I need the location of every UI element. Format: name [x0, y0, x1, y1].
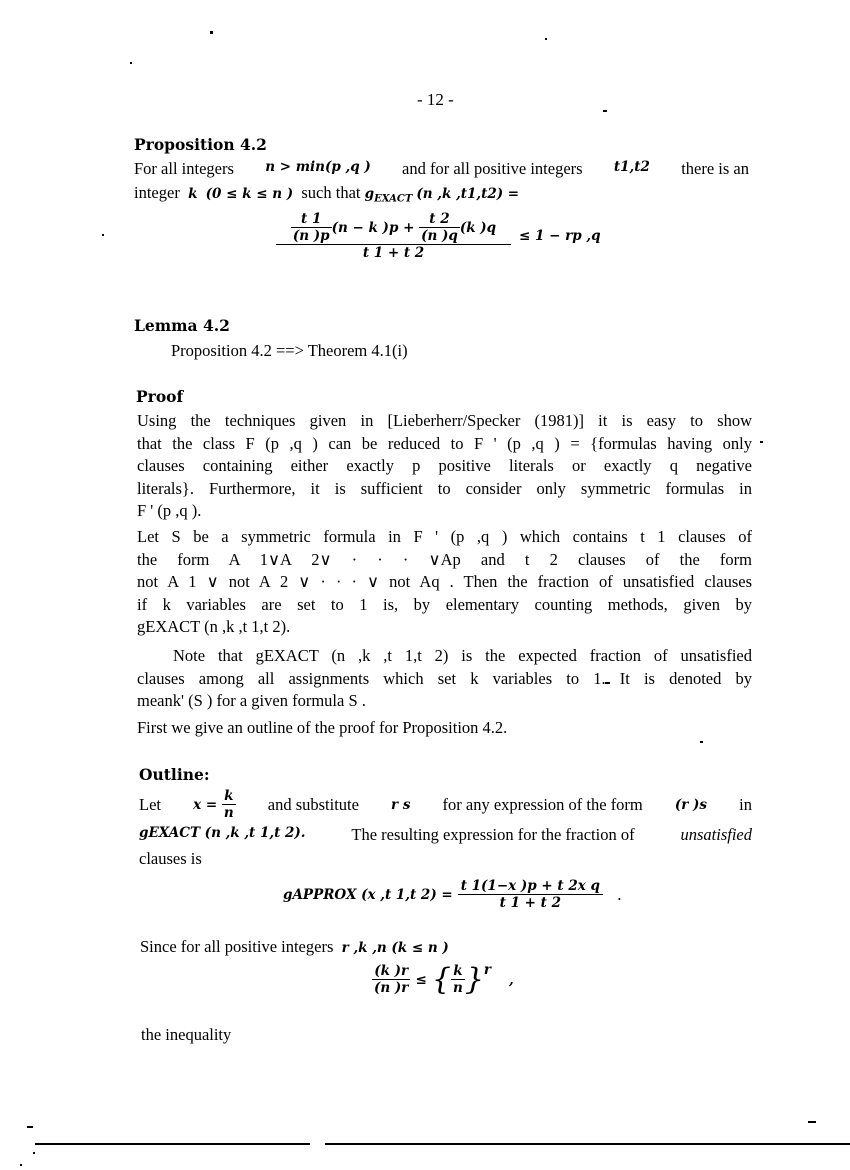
proposition-line-1	[134, 159, 749, 179]
final-line: the inequality	[141, 1025, 232, 1044]
text-line: not A 1 ∨ not A 2 ∨ · · · ∨ not Aq . Then the fraction of unsatisfied clauses	[137, 572, 752, 591]
left-brace: {	[431, 962, 451, 997]
k-over-n	[451, 963, 465, 996]
scan-speck	[603, 110, 607, 112]
term-k-q: (k )q	[459, 219, 497, 236]
text-line: that the class F (p ,q ) can be reduced to F ' (p ,q ) = {formulas having only	[137, 433, 752, 453]
approx-numerator: t 1(1−x )p + t 2x q	[460, 878, 600, 894]
text-line: clauses containing either exactly p positive literals or exactly q negative	[137, 456, 752, 475]
text-line: gEXACT (n ,k ,t 1,t 2).	[137, 617, 291, 636]
math-range: (0 ≤ k ≤ n )	[205, 186, 294, 202]
text: Let	[139, 794, 161, 814]
g: g	[364, 186, 375, 202]
outline-heading: Outline:	[139, 765, 210, 784]
approx-fraction	[458, 878, 603, 911]
math-g	[364, 186, 413, 205]
scan-speck	[130, 62, 132, 64]
fraction-t1	[291, 211, 332, 244]
approx-denominator: t 1 + t 2	[499, 895, 562, 911]
math-condition: n > min(p ,q )	[265, 159, 371, 175]
scan-speck	[102, 234, 104, 236]
scan-speck	[33, 1152, 35, 1154]
period: .	[616, 885, 622, 904]
scan-speck	[20, 1164, 22, 1166]
text: and for all positive integers	[402, 159, 583, 178]
math-form: (r )s	[674, 796, 708, 813]
denominator: t 1 + t 2	[362, 245, 425, 261]
n: n	[223, 805, 234, 821]
term-n-minus-k: (n − k )p	[331, 219, 399, 236]
math-args: (n ,k ,t1,t2) =	[416, 186, 520, 202]
approx-lhs: gAPPROX (x ,t 1,t 2) =	[283, 886, 453, 903]
proof-paragraph-4: First we give an outline of the proof for Proposition 4.2.	[137, 718, 508, 737]
outline-line-2	[139, 825, 752, 845]
text: integer	[134, 183, 180, 202]
scan-speck	[545, 38, 547, 40]
math-x-def	[193, 788, 236, 821]
approx-formula	[283, 878, 622, 911]
text-line: F ' (p ,q ).	[137, 501, 202, 520]
since-line	[140, 937, 449, 957]
text-line: Using the techniques given in [Lieberherr/Specker (1981)] it is easy to show	[137, 411, 752, 430]
text: and substitute	[267, 794, 359, 814]
ratio-inequality	[372, 962, 514, 997]
footer-rule	[35, 1143, 310, 1145]
comma: ,	[509, 971, 514, 988]
scan-speck	[760, 441, 763, 443]
k: k	[453, 963, 463, 979]
fraction-k-over-n	[222, 788, 236, 821]
math-vars: t1,t2	[613, 159, 650, 175]
scan-speck	[808, 1121, 816, 1123]
proposition-heading: Proposition 4.2	[134, 135, 267, 154]
lemma-heading: Lemma 4.2	[134, 316, 230, 335]
lemma-statement: Proposition 4.2 ==> Theorem 4.1(i)	[171, 341, 408, 360]
text-line: Note that gEXACT (n ,k ,t 1,t 2) is the expected fraction of unsatisfied	[173, 646, 752, 665]
proof-paragraph-3	[137, 645, 752, 713]
text: The resulting expression for the fraction of	[351, 825, 635, 844]
proof-paragraph-1	[137, 410, 752, 523]
fraction-t2	[419, 211, 460, 244]
text-line: Let S be a symmetric formula in F ' (p ,q ) which contains t 1 clauses of	[137, 527, 752, 546]
big-fraction	[276, 211, 511, 261]
ratio-fraction	[372, 963, 410, 996]
text: For all integers	[134, 159, 234, 178]
text: such that	[301, 183, 361, 202]
scan-speck	[210, 31, 213, 34]
k: k	[224, 788, 234, 804]
proposition-line-2	[134, 183, 519, 205]
text-line: literals}. Furthermore, it is sufficient to consider only symmetric formulas in	[137, 478, 752, 498]
text-line: if k variables are set to 1 is, by elementary counting methods, given by	[137, 594, 752, 614]
proof-heading: Proof	[136, 387, 184, 406]
t2: t 2	[429, 211, 450, 227]
text: there is an	[681, 159, 749, 178]
outline-line-1	[139, 788, 752, 821]
t1: t 1	[301, 211, 322, 227]
rhs: ≤ 1 − rp ,q	[519, 228, 601, 244]
footer-rule	[325, 1143, 850, 1145]
proof-paragraph-2	[137, 526, 752, 639]
n-r: (n )r	[374, 980, 409, 996]
emphasis-unsatisfied: unsatisfied	[680, 825, 752, 844]
proposition-formula	[276, 208, 601, 261]
scan-speck	[27, 1126, 33, 1128]
text-line: clauses among all assignments which set k variables to 1. It is denoted by	[137, 668, 752, 688]
math-vars: r ,k ,n (k ≤ n )	[341, 940, 449, 956]
text: for any expression of the form	[442, 794, 643, 814]
k-r: (k )r	[374, 963, 409, 979]
n: n	[453, 980, 463, 996]
n-p: (n )p	[292, 228, 330, 244]
plus: +	[403, 219, 415, 236]
math-g-exact: gEXACT (n ,k ,t 1,t 2).	[139, 825, 306, 841]
math-rs: r s	[391, 796, 411, 813]
g-subscript: EXACT	[374, 193, 413, 205]
le-sign: ≤	[415, 971, 427, 988]
right-brace: }	[464, 962, 484, 997]
page-number: - 12 -	[417, 90, 454, 109]
n-q: (n )q	[421, 228, 458, 244]
text-line: the form A 1∨A 2∨ · · · ∨Ap and t 2 clauses of the form	[137, 549, 752, 569]
x-equals: x =	[193, 796, 218, 813]
math-k: k	[188, 186, 198, 202]
exponent-r: r	[483, 962, 492, 978]
text: in	[739, 794, 752, 814]
text-line: meank' (S ) for a given formula S .	[137, 691, 366, 710]
text: Since for all positive integers	[140, 937, 334, 956]
scan-speck	[700, 741, 703, 743]
outline-line-3: clauses is	[139, 849, 202, 868]
